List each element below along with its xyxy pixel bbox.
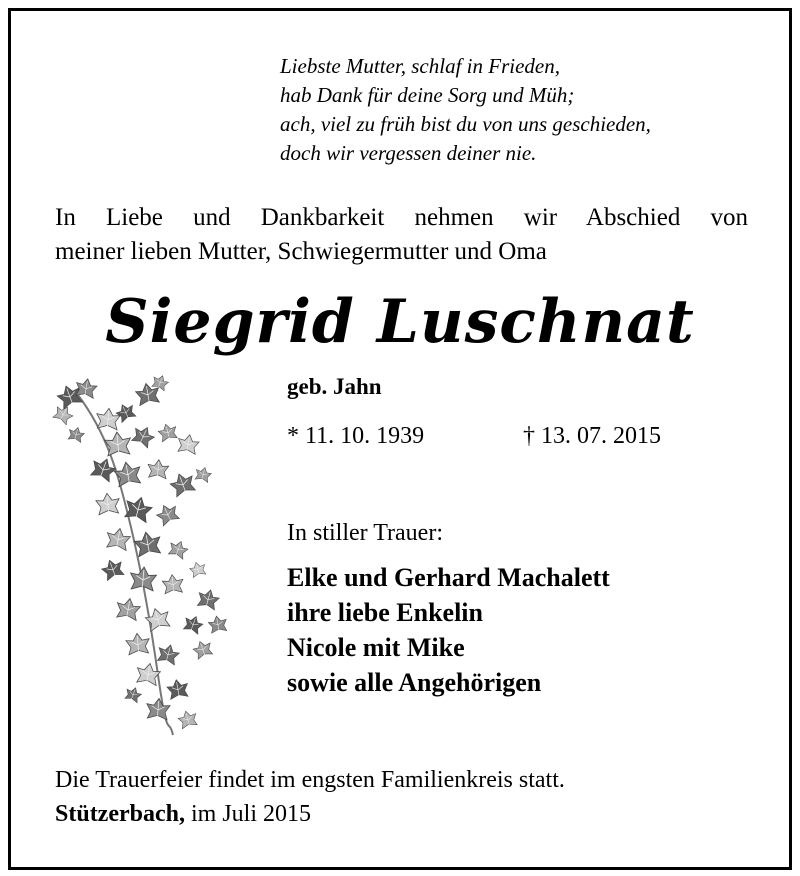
mourner-line: ihre liebe Enkelin bbox=[287, 598, 483, 627]
ivy-leaf bbox=[147, 459, 169, 479]
birth-name: geb. Jahn bbox=[287, 374, 382, 399]
intro-text bbox=[55, 201, 748, 269]
ivy-leaf bbox=[156, 642, 181, 665]
mourner-line: Elke und Gerhard Machalett bbox=[287, 563, 610, 592]
intro-line: In Liebe und Dankbarkeit nehmen wir Abschied von bbox=[55, 204, 748, 231]
ivy-leaf bbox=[167, 538, 190, 559]
poem bbox=[280, 52, 651, 168]
ivy-leaf bbox=[191, 638, 214, 659]
date: im Juli 2015 bbox=[190, 801, 311, 827]
mourner-line: sowie alle Angehörigen bbox=[287, 668, 542, 697]
poem-line: doch wir vergessen deiner nie. bbox=[280, 141, 537, 165]
ivy-leaves-icon bbox=[48, 375, 248, 740]
ivy-leaf bbox=[115, 596, 142, 620]
ivy-leaf bbox=[194, 465, 213, 482]
ivy-leaf bbox=[104, 431, 132, 456]
place-date bbox=[55, 797, 565, 831]
ivy-leaf bbox=[157, 422, 179, 442]
ivy-leaf bbox=[207, 614, 228, 633]
poem-line: Liebste Mutter, schlaf in Frieden, bbox=[280, 54, 560, 78]
intro-line: meiner lieben Mutter, Schwiegermutter und Oma bbox=[55, 238, 547, 265]
mourning-label: In stiller Trauer: bbox=[287, 520, 443, 546]
footer bbox=[55, 763, 565, 831]
ivy-leaf bbox=[154, 501, 181, 526]
mourners-list bbox=[287, 560, 610, 700]
ivy-leaf bbox=[182, 613, 205, 634]
ivy-leaf bbox=[177, 709, 199, 729]
poem-line: ach, viel zu früh bist du von uns geschieden, bbox=[280, 112, 651, 136]
ivy-leaf bbox=[125, 632, 150, 655]
ivy-leaf bbox=[105, 526, 132, 550]
ivy-leaf bbox=[100, 557, 126, 581]
ivy-leaf bbox=[67, 425, 86, 442]
deceased-name: Siegrid Luschnat bbox=[105, 287, 695, 357]
ivy-leaf bbox=[168, 470, 197, 497]
ivy-leaf bbox=[162, 574, 184, 594]
funeral-note: Die Trauerfeier findet im engsten Familienkreis statt. bbox=[55, 767, 565, 793]
ivy-leaf bbox=[113, 460, 143, 487]
ivy-leaf bbox=[188, 560, 207, 577]
ivy-leaf bbox=[124, 685, 143, 703]
life-dates bbox=[287, 423, 661, 450]
ivy-leaf bbox=[95, 492, 120, 515]
ivy-leaf bbox=[146, 697, 171, 720]
birth-date: * 11. 10. 1939 bbox=[287, 423, 425, 449]
ivy-leaf bbox=[89, 455, 118, 482]
ivy-leaf bbox=[176, 433, 200, 455]
place: Stützerbach, bbox=[55, 801, 185, 827]
ivy-leaf bbox=[123, 494, 154, 523]
mourner-line: Nicole mit Mike bbox=[287, 633, 465, 662]
death-date: † 13. 07. 2015 bbox=[523, 423, 661, 449]
ivy-leaf bbox=[166, 678, 190, 700]
poem-line: hab Dank für deine Sorg und Müh; bbox=[280, 83, 575, 107]
ivy-leaf bbox=[196, 587, 221, 610]
ivy-leaf bbox=[130, 423, 157, 448]
ivy-leaf bbox=[96, 407, 121, 430]
